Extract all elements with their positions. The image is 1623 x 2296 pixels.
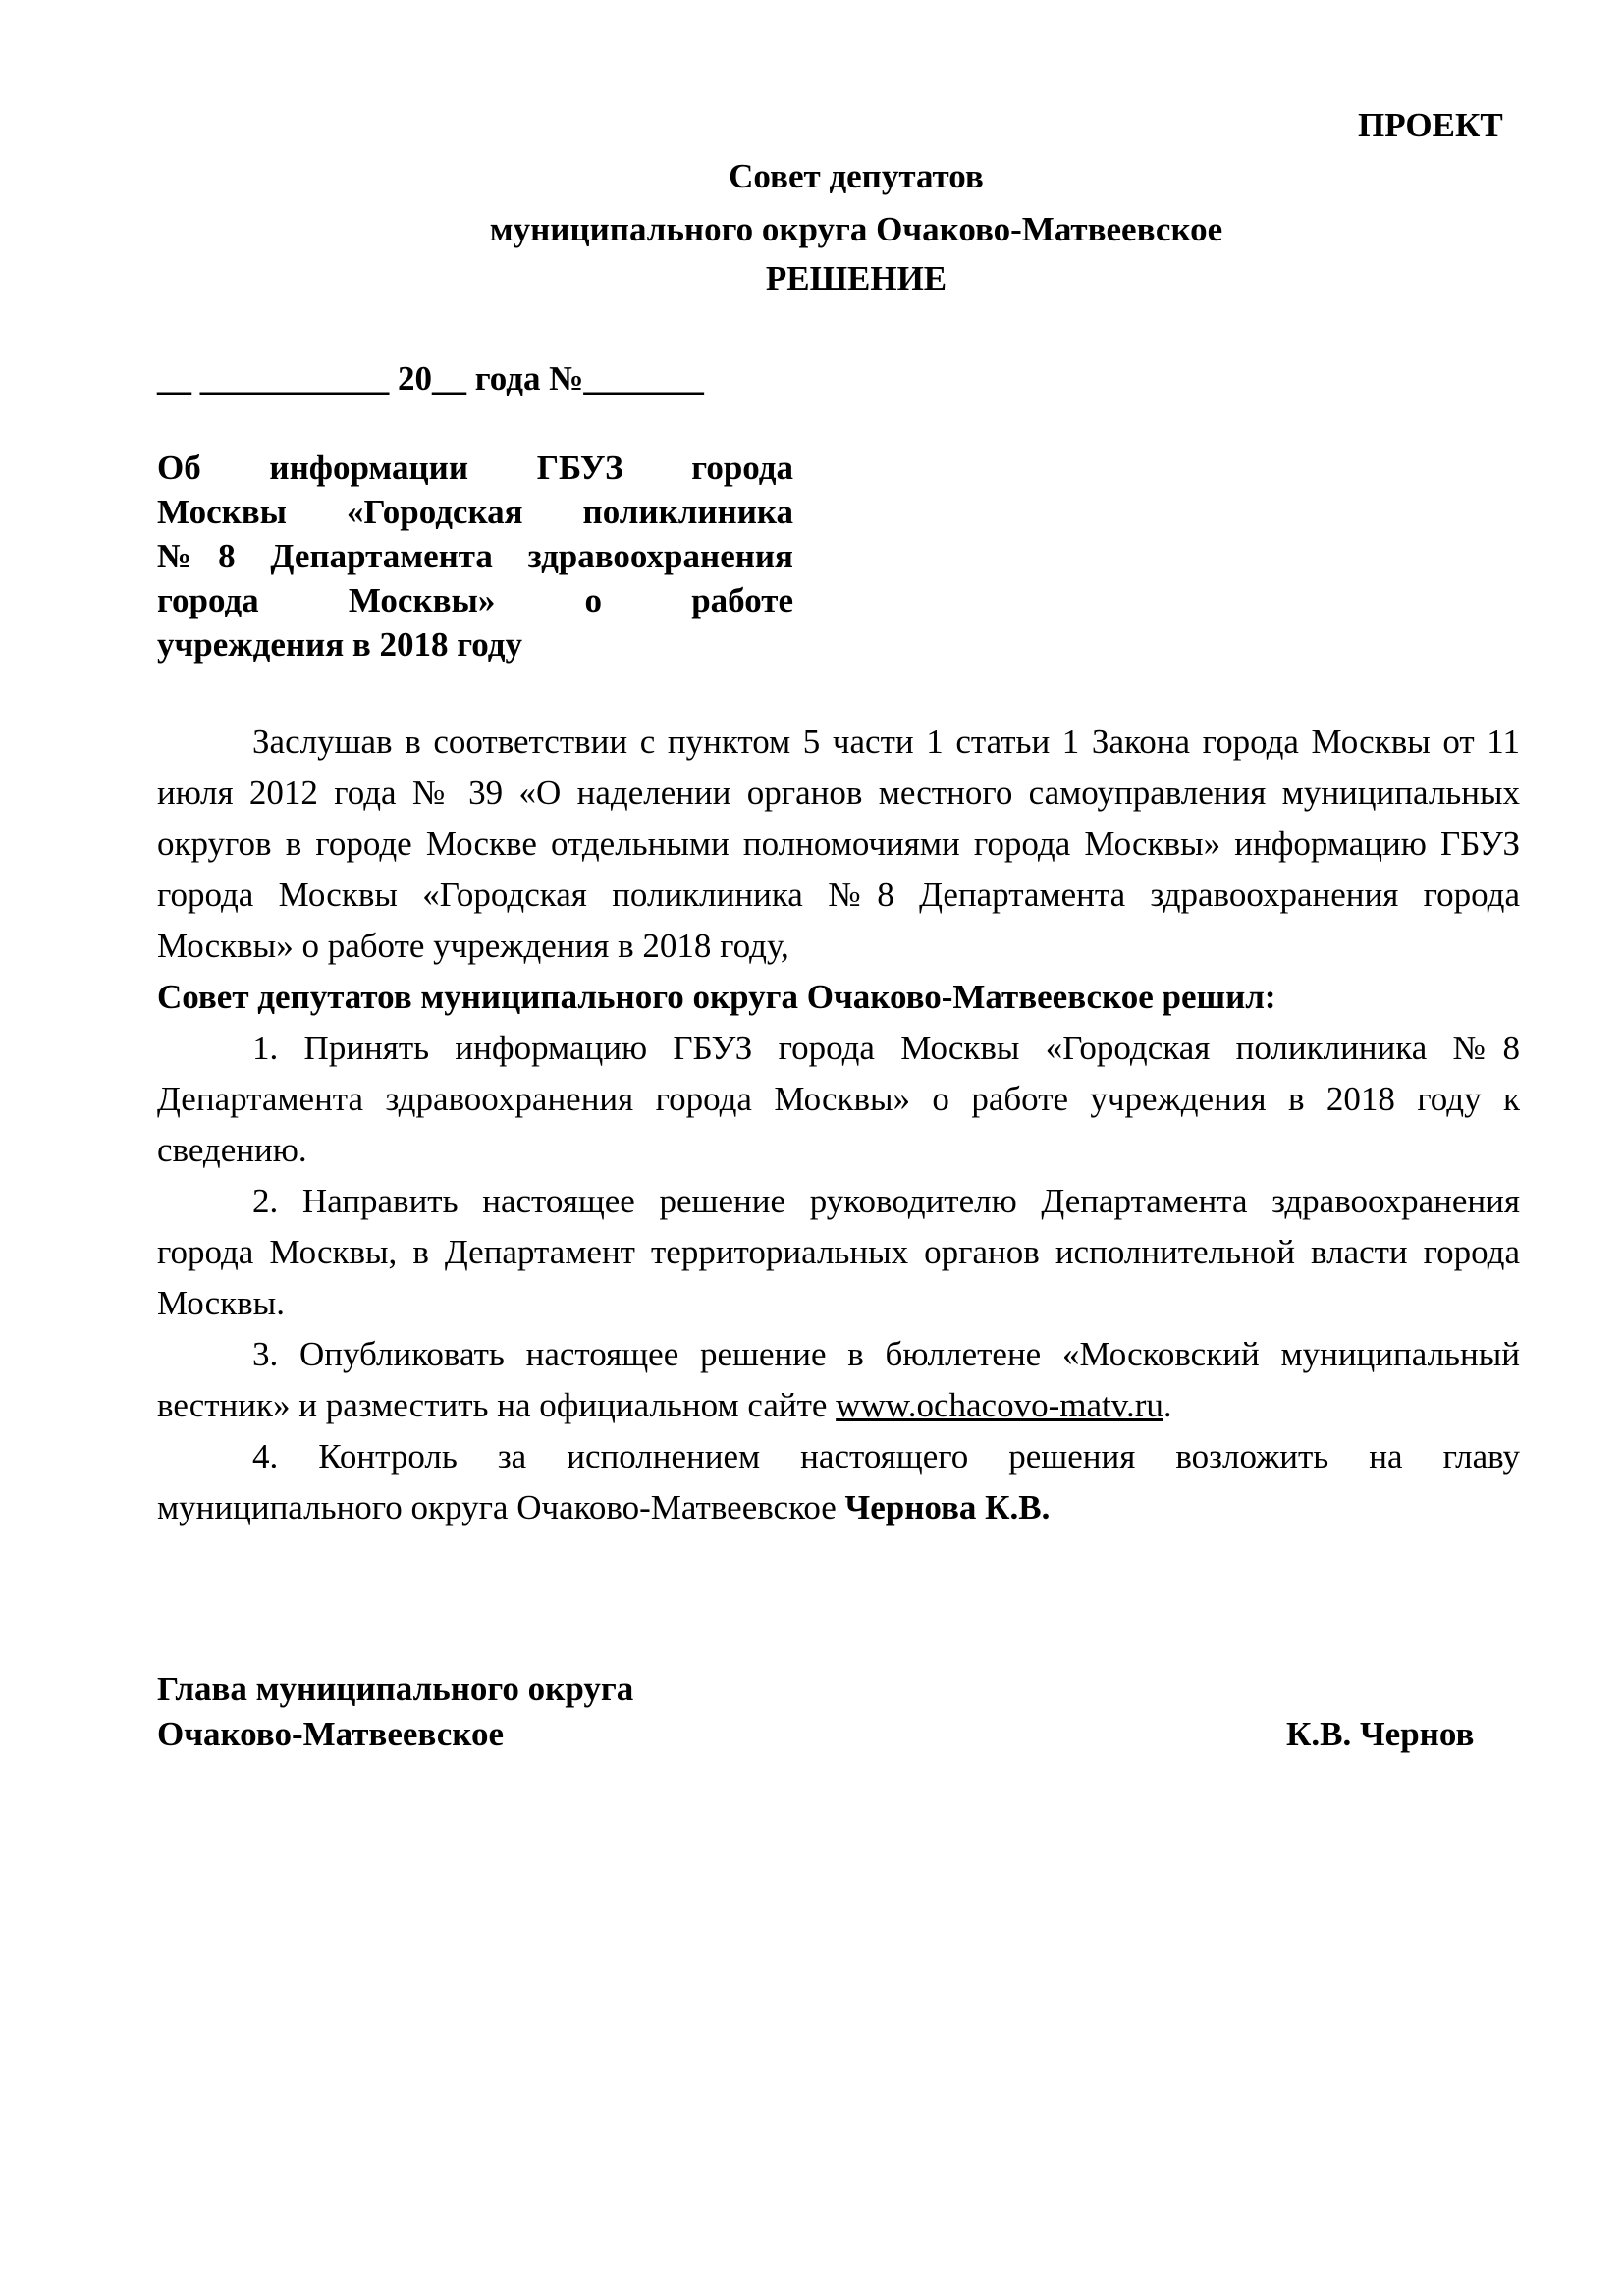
council-title-line1: Совет депутатов [729, 157, 984, 195]
item-1: 1. Принять информацию ГБУЗ города Москвы «Городская поликлиника №8 Департамента здравоохранения города Москвы» о работе учреждения в 2018 году к сведению. [157, 1029, 1520, 1169]
subject-line: Москвы «Городская поликлиника [157, 493, 793, 531]
council-title-line2: муниципального округа Очаково-Матвеевское [489, 210, 1223, 248]
subject-line: учреждения в 2018 году [157, 625, 522, 664]
website-link[interactable]: www.ochacovo-matv.ru [836, 1386, 1163, 1424]
date-number-line: __ ___________ 20__ года №_______ [157, 359, 704, 398]
item-3-text: 3. Опубликовать настоящее решение в бюллетене «Московский муниципальный вестник» и разместить на официальном сайте [157, 1335, 1520, 1424]
item-3 [157, 1329, 1520, 1431]
item-4 [157, 1431, 1520, 1533]
item-4-name: Чернова К.В. [844, 1488, 1051, 1526]
signature-name: К.В. Чернов [1286, 1715, 1475, 1753]
signature-title-line2: Очаково-Матвеевское [157, 1715, 505, 1753]
resolution-line: Совет депутатов муниципального округа Очаково-Матвеевское решил: [157, 978, 1276, 1016]
intro-paragraph: Заслушав в соответствии с пунктом 5 части 1 статьи 1 Закона города Москвы от 11 июля 2012 года № 39 «О наделении органов местного самоуправления муниципальных округов в городе Москве отдельными полномочиями города Москвы» информацию ГБУЗ города Москвы «Городская поликлиника №8 Департамента здравоохранения города Москвы» о работе учреждения в 2018 году, [157, 722, 1520, 965]
decision-subject [157, 446, 793, 667]
decision-body [157, 717, 1520, 1533]
signature-title-line1: Глава муниципального округа [157, 1670, 634, 1708]
item-4-text: 4. Контроль за исполнением настоящего решения возложить на главу муниципального округа Очаково-Матвеевское [157, 1437, 1520, 1526]
subject-line: города Москвы» о работе [157, 581, 793, 619]
document-type: РЕШЕНИЕ [765, 259, 947, 297]
item-3-end: . [1163, 1386, 1172, 1424]
draft-label: ПРОЕКТ [1358, 106, 1503, 144]
subject-line: Об информации ГБУЗ города [157, 449, 793, 487]
subject-line: №8 Департамента здравоохранения [157, 537, 793, 575]
item-2: 2. Направить настоящее решение руководителю Департамента здравоохранения города Москвы, в Департамент территориальных органов исполнительной власти города Москвы. [157, 1182, 1520, 1322]
